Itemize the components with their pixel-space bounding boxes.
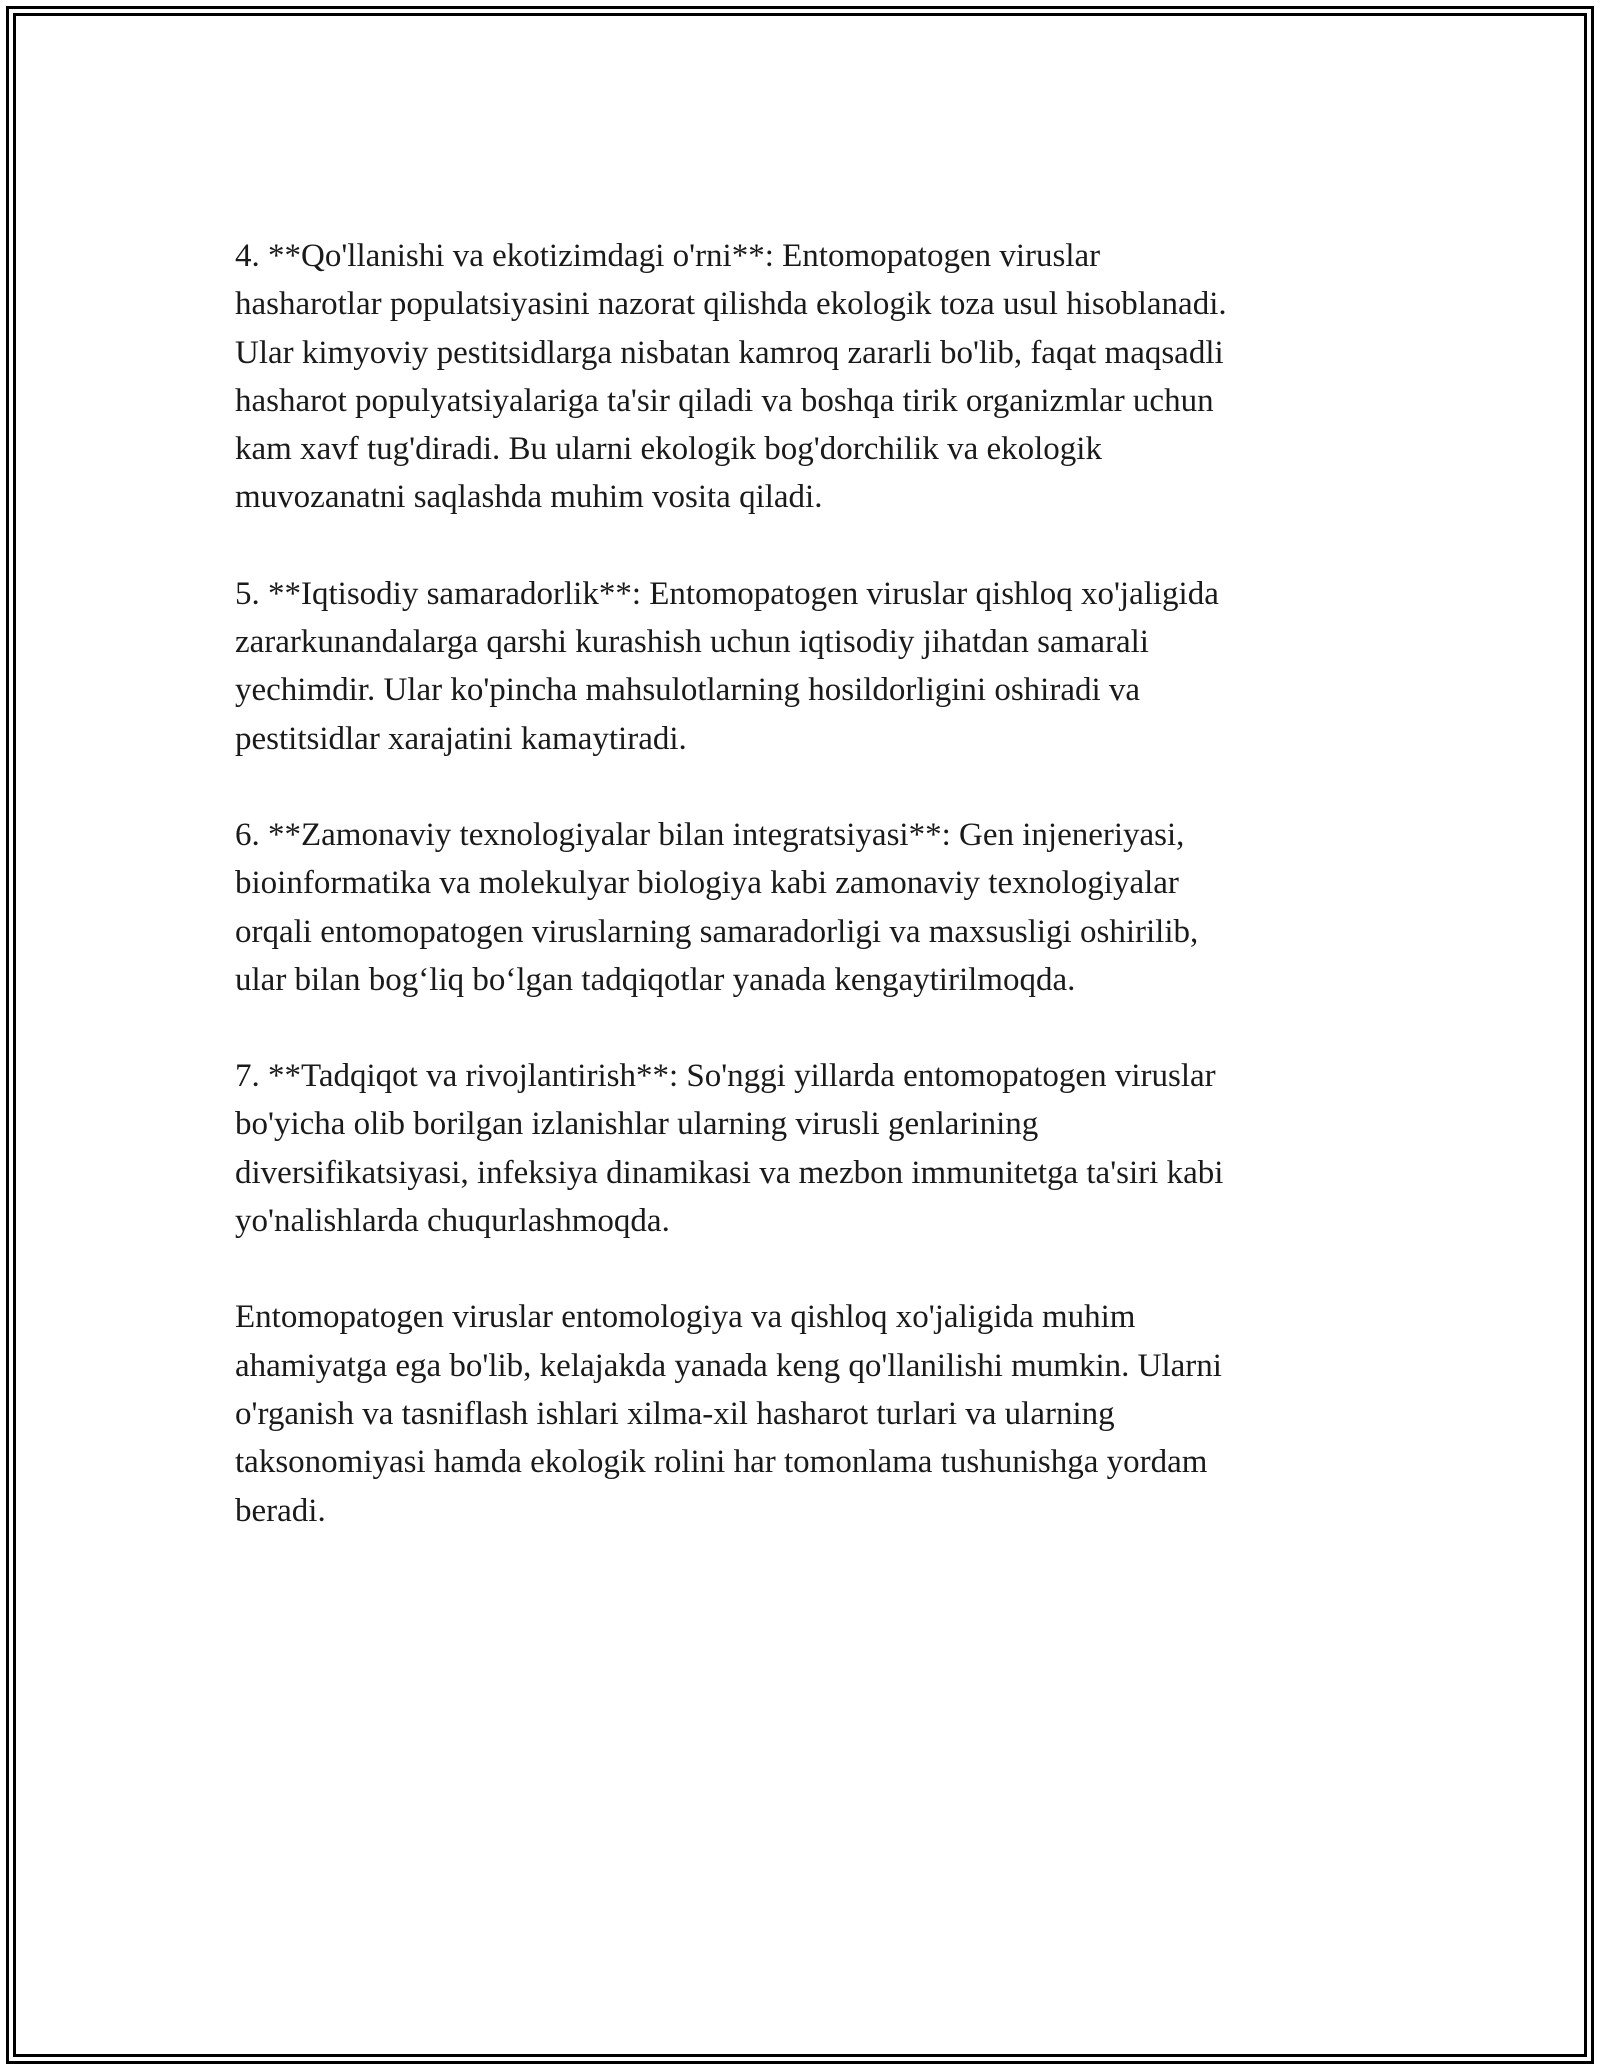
paragraph-economic-efficiency: 5. **Iqtisodiy samaradorlik**: Entomopatogen viruslar qishloq xo'jaligida zararkunandalarga qarshi kurashish uchun iqtisodiy jihatdan samarali yechimdir. Ular ko'pincha mahsulotlarning hosildorligini oshiradi va pestitsidlar xarajatini kamaytiradi. bbox=[235, 575, 1219, 757]
paragraph-conclusion: Entomopatogen viruslar entomologiya va qishloq xo'jaligida muhim ahamiyatga ega bo'lib, kelajakda yanada keng qo'llanilishi mumkin. Ularni o'rganish va tasniflash ishlari xilma-xil hasharot turlari va ularning taksonomiyasi hamda ekologik rolini har tomonlama tushunishga yordam beradi. bbox=[235, 1299, 1222, 1529]
paragraph-modern-technologies: 6. **Zamonaviy texnologiyalar bilan integratsiyasi**: Gen injeneriyasi, bioinformatika va molekulyar biologiya kabi zamonaviy texnologiyalar orqali entomopatogen viruslarning samaradorligi va maxsusligi oshirilib, ular bilan bog‘liq bo‘lgan tadqiqotlar yanada kengaytirilmoqda. bbox=[235, 816, 1199, 998]
document-body bbox=[235, 232, 1375, 1583]
paragraph-research-development: 7. **Tadqiqot va rivojlantirish**: So'nggi yillarda entomopatogen viruslar bo'yicha olib borilgan izlanishlar ularning virusli genlarining diversifikatsiyasi, infeksiya dinamikasi va mezbon immunitetga ta'siri kabi yo'nalishlarda chuqurlashmoqda. bbox=[235, 1058, 1224, 1240]
paragraph-applications-ecosystem-role: 4. **Qo'llanishi va ekotizimdagi o'rni**: Entomopatogen viruslar hasharotlar populatsiyasini nazorat qilishda ekologik toza usul hisoblanadi. Ular kimyoviy pestitsidlarga nisbatan kamroq zararli bo'lib, faqat maqsadli hasharot populyatsiyalariga ta'sir qiladi va boshqa tirik organizmlar uchun kam xavf tug'diradi. Bu ularni ekologik bog'dorchilik va ekologik muvozanatni saqlashda muhim vosita qiladi. bbox=[235, 238, 1227, 516]
